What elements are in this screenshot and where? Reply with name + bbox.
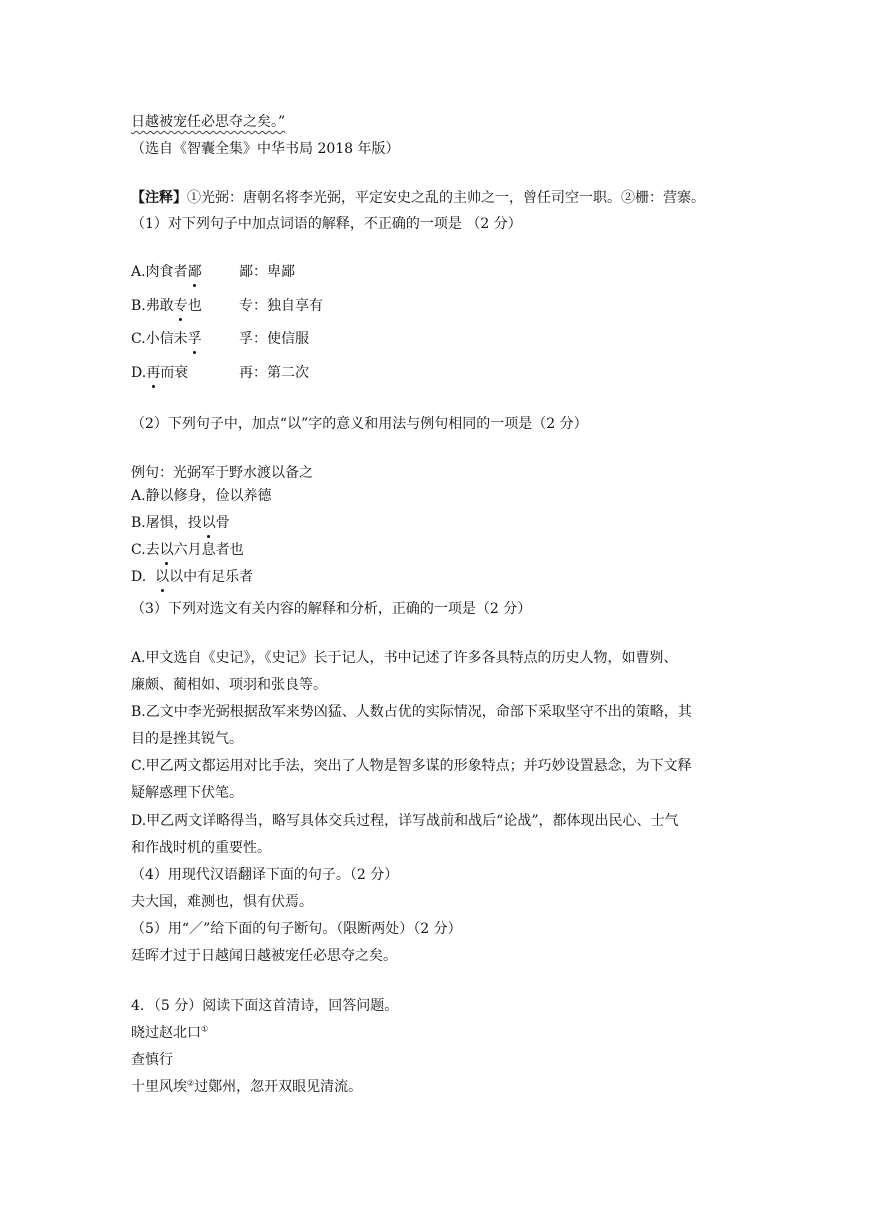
q3-option-d-line1: D.甲乙两文详略得当，略写具体交兵过程，详写战前和战后“论战”，都体现出民心、士气: [131, 813, 679, 829]
gloss: 再：第二次: [239, 365, 309, 381]
q2-stem: （2）下列句子中，加点“以”字的意义和用法与例句相同的一项是（2 分）: [131, 416, 588, 432]
dotted-char: 以: [159, 542, 174, 558]
q3-stem: （3）下列对选文有关内容的解释和分析，正确的一项是（2 分）: [131, 601, 532, 617]
q2-example: 例句：光弼军于野水渡以备之: [131, 465, 313, 481]
q1-option-a: A.肉食者鄙 鄙：卑鄙: [131, 264, 295, 280]
passage-end-line: 日越被宠任必思夺之矣。”: [131, 114, 286, 130]
q3-option-a-line2: 廉颇、蔺相如、项羽和张良等。: [131, 677, 327, 693]
q2-option-a: A.静以修身，俭以养德: [131, 488, 272, 504]
q4-stem: （4）用现代汉语翻译下面的句子。（2 分）: [131, 867, 399, 883]
notes-label: 【注释】: [131, 190, 187, 206]
q3-option-b-line1: B.乙文中李光弼根据敌军来势凶猛、人数占优的实际情况，命部下采取坚守不出的策略，其: [131, 704, 692, 720]
q2-option-c: C.去以六月息者也: [131, 542, 244, 558]
poem-line-1: 十里风埃②过鄚州，忽开双眼见清流。: [131, 1078, 363, 1095]
q3-option-d-line2: 和作战时机的重要性。: [131, 840, 271, 856]
poem-author: 查慎行: [131, 1052, 173, 1068]
q1-stem: （1）对下列句子中加点词语的解释，不正确的一项是 （2 分）: [131, 216, 522, 232]
dotted-char: 鄙: [187, 264, 202, 280]
q3-option-c-line2: 疑解惑理下伏笔。: [131, 785, 243, 801]
q3-option-a-line1: A.甲文选自《史记》，《史记》长于记人，书中记述了许多各具特点的历史人物，如曹刿、: [131, 650, 678, 666]
footnote-marker: ①: [201, 1024, 209, 1034]
q1-option-c: C.小信未孚 孚：使信服: [131, 331, 309, 347]
q4-sentence: 夫大国，难测也，惧有伏焉。: [131, 894, 313, 910]
q5-sentence: 廷晖才过于日越闻日越被宠任必思夺之矣。: [131, 948, 397, 964]
q2-option-d: D. 以以中有足乐者: [131, 569, 254, 585]
q2-option-b: B.屠惧，投以骨: [131, 515, 230, 531]
source-citation: （选自《智囊全集》中华书局 2018 年版）: [131, 141, 400, 157]
annotation-notes: [131, 188, 705, 208]
notes-text: ①光弼：唐朝名将李光弼，平定安史之乱的主帅之一，曾任司空一职。②栅：营寨。: [187, 190, 705, 206]
q5-stem: （5）用“／”给下面的句子断句。（限断两处）（2 分）: [131, 921, 462, 937]
poem-title: 晓过赵北口①: [131, 1024, 209, 1041]
gloss: 孚：使信服: [239, 331, 309, 347]
q3-option-b-line2: 目的是挫其锐气。: [131, 731, 243, 747]
footnote-marker: ②: [187, 1078, 195, 1088]
q1-option-d: D.再而衰 再：第二次: [131, 365, 309, 381]
section4-heading: 4．（5 分）阅读下面这首清诗，回答问题。: [131, 998, 399, 1014]
dotted-char: 专: [173, 298, 188, 314]
q1-option-b: B.弗敢专也 专：独自享有: [131, 298, 323, 314]
dotted-char: 以: [201, 515, 216, 531]
gloss: 专：独自享有: [239, 298, 323, 314]
dotted-char: 孚: [187, 331, 202, 347]
dotted-char: 再: [146, 365, 161, 381]
dotted-char: 以: [155, 569, 170, 585]
q3-option-c-line1: C.甲乙两文都运用对比手法，突出了人物是智多谋的形象特点；并巧妙设置悬念，为下文释: [131, 758, 692, 774]
gloss: 鄙：卑鄙: [239, 264, 295, 280]
